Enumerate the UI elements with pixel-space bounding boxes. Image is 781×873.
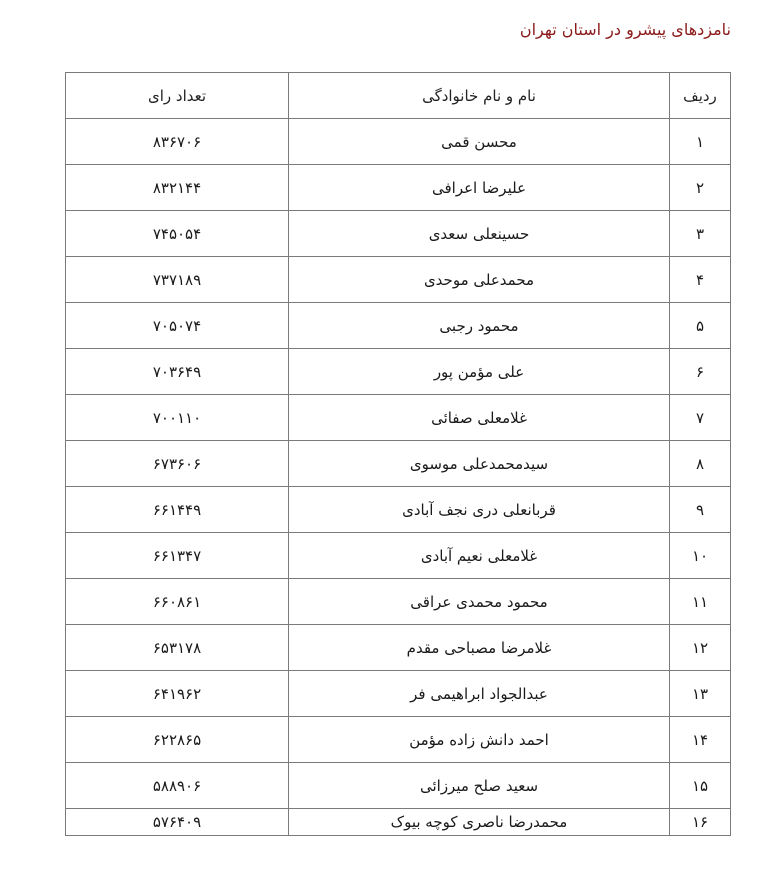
rank-cell: ۳ bbox=[670, 211, 731, 257]
rank-cell: ۹ bbox=[670, 487, 731, 533]
table-row bbox=[66, 809, 731, 836]
rank-cell: ۱۴ bbox=[670, 717, 731, 763]
name-cell: علی مؤمن پور bbox=[289, 349, 670, 395]
table-row bbox=[66, 349, 731, 395]
votes-cell: ۸۳۶۷۰۶ bbox=[66, 119, 289, 165]
rank-cell: ۱۲ bbox=[670, 625, 731, 671]
name-cell: سیدمحمدعلی موسوی bbox=[289, 441, 670, 487]
rank-cell: ۵ bbox=[670, 303, 731, 349]
votes-cell: ۶۴۱۹۶۲ bbox=[66, 671, 289, 717]
table-row bbox=[66, 717, 731, 763]
votes-cell: ۶۷۳۶۰۶ bbox=[66, 441, 289, 487]
table-row bbox=[66, 257, 731, 303]
votes-cell: ۶۵۳۱۷۸ bbox=[66, 625, 289, 671]
rank-cell: ۸ bbox=[670, 441, 731, 487]
name-cell: عبدالجواد ابراهیمی فر bbox=[289, 671, 670, 717]
table-row bbox=[66, 487, 731, 533]
page-title: نامزدهای پیشرو در استان تهران bbox=[519, 20, 731, 39]
name-cell: محسن قمی bbox=[289, 119, 670, 165]
table-row bbox=[66, 625, 731, 671]
rank-cell: ۱۳ bbox=[670, 671, 731, 717]
table-row bbox=[66, 303, 731, 349]
votes-cell: ۵۸۸۹۰۶ bbox=[66, 763, 289, 809]
rank-cell: ۱۰ bbox=[670, 533, 731, 579]
name-cell: غلامعلی صفائی bbox=[289, 395, 670, 441]
header-rank: ردیف bbox=[670, 73, 731, 119]
votes-cell: ۷۰۵۰۷۴ bbox=[66, 303, 289, 349]
table-row bbox=[66, 395, 731, 441]
table-row bbox=[66, 671, 731, 717]
results-table bbox=[65, 72, 731, 836]
name-cell: محمود رجبی bbox=[289, 303, 670, 349]
table-row bbox=[66, 763, 731, 809]
rank-cell: ۲ bbox=[670, 165, 731, 211]
table-header-row bbox=[66, 73, 731, 119]
table-row bbox=[66, 165, 731, 211]
votes-cell: ۶۶۱۳۴۷ bbox=[66, 533, 289, 579]
votes-cell: ۸۳۲۱۴۴ bbox=[66, 165, 289, 211]
rank-cell: ۱۵ bbox=[670, 763, 731, 809]
name-cell: احمد دانش زاده مؤمن bbox=[289, 717, 670, 763]
votes-cell: ۷۰۰۱۱۰ bbox=[66, 395, 289, 441]
table-row bbox=[66, 211, 731, 257]
rank-cell: ۱۶ bbox=[670, 809, 731, 836]
table-row bbox=[66, 579, 731, 625]
table-row bbox=[66, 119, 731, 165]
votes-cell: ۵۷۶۴۰۹ bbox=[66, 809, 289, 836]
name-cell: محمدرضا ناصری کوچه بیوک bbox=[289, 809, 670, 836]
table-row bbox=[66, 441, 731, 487]
rank-cell: ۷ bbox=[670, 395, 731, 441]
header-votes: تعداد رای bbox=[66, 73, 289, 119]
votes-cell: ۷۳۷۱۸۹ bbox=[66, 257, 289, 303]
name-cell: غلامرضا مصباحی مقدم bbox=[289, 625, 670, 671]
votes-cell: ۷۰۳۶۴۹ bbox=[66, 349, 289, 395]
votes-cell: ۷۴۵۰۵۴ bbox=[66, 211, 289, 257]
rank-cell: ۱۱ bbox=[670, 579, 731, 625]
rank-cell: ۴ bbox=[670, 257, 731, 303]
name-cell: محمود محمدی عراقی bbox=[289, 579, 670, 625]
name-cell: حسینعلی سعدی bbox=[289, 211, 670, 257]
name-cell: سعید صلح میرزائی bbox=[289, 763, 670, 809]
votes-cell: ۶۲۲۸۶۵ bbox=[66, 717, 289, 763]
table-row bbox=[66, 533, 731, 579]
name-cell: قربانعلی دری نجف آبادی bbox=[289, 487, 670, 533]
rank-cell: ۶ bbox=[670, 349, 731, 395]
name-cell: علیرضا اعرافی bbox=[289, 165, 670, 211]
votes-cell: ۶۶۰۸۶۱ bbox=[66, 579, 289, 625]
votes-cell: ۶۶۱۴۴۹ bbox=[66, 487, 289, 533]
name-cell: محمدعلی موحدی bbox=[289, 257, 670, 303]
header-name: نام و نام خانوادگی bbox=[289, 73, 670, 119]
name-cell: غلامعلی نعیم آبادی bbox=[289, 533, 670, 579]
rank-cell: ۱ bbox=[670, 119, 731, 165]
